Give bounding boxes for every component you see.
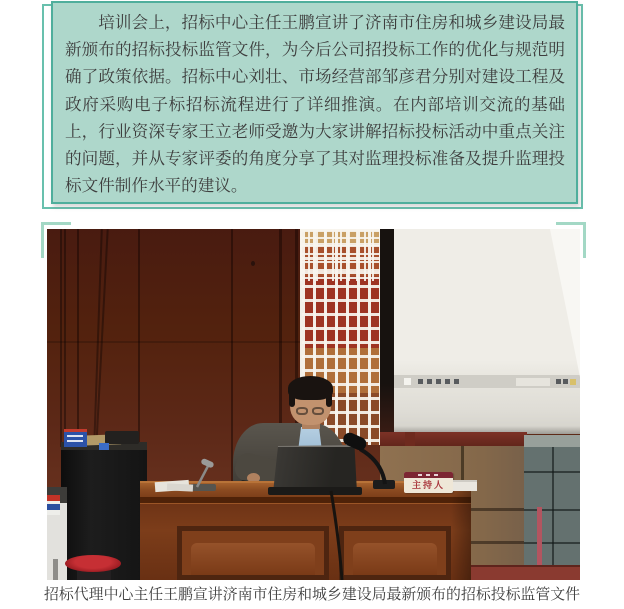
photo-pink-stripe	[537, 507, 542, 565]
photo-board-leg	[53, 559, 58, 580]
photo-projected-taskbar	[394, 375, 580, 388]
photo-wall-seam	[47, 341, 300, 343]
photo-laptop	[273, 445, 357, 493]
photo-gray-panel-trim	[524, 435, 580, 447]
photo-wall-dot	[251, 261, 255, 266]
taskbar-icon	[427, 379, 432, 384]
photo-name-plate	[404, 472, 453, 493]
taskbar-icon	[563, 379, 568, 384]
photo-devices	[105, 431, 139, 444]
photo-desk-shade	[451, 481, 471, 580]
photo-panel-seam	[552, 447, 554, 574]
photo-caption: 招标代理中心主任王鹏宣讲济南市住房和城乡建设局最新颁布的招标投标监管文件	[44, 587, 581, 603]
photo-cable	[64, 229, 66, 447]
photo-wall-seam	[231, 229, 233, 485]
photo-speaker-at-podium	[47, 229, 580, 580]
photo-desk-ledge	[140, 497, 471, 504]
summary-text-box	[51, 1, 578, 204]
photo-speaker-glasses	[312, 407, 324, 415]
taskbar-icon	[436, 379, 441, 384]
photo-speaker-hair	[326, 391, 332, 407]
photo-blue-sign	[64, 429, 87, 447]
photo-striped-sign	[47, 495, 60, 515]
taskbar-icon	[418, 379, 423, 384]
photo-laptop-base	[268, 487, 362, 495]
taskbar-icon	[454, 379, 459, 384]
photo-cable	[60, 229, 62, 447]
taskbar-window	[516, 378, 550, 386]
taskbar-icon	[445, 379, 450, 384]
photo-red-carpet	[471, 565, 580, 580]
photo-paper-stack	[453, 480, 477, 491]
photo-blue-item	[99, 443, 109, 450]
photo-desk-panel	[177, 526, 329, 580]
summary-paragraph: 培训会上，招标中心主任王鹏宣讲了济南市住房和城乡建设局最新颁布的招标投标监管文件，为今后公司招投标工作的优化与规范明确了政策依据。招标中心刘壮、市场经营部邹彦君分别对建设工程及政府采购电子标招标流程进行了详细推演。在内部培训交流的基础上，行业资深专家王立老师受邀为大家讲解招标投标活动中重点关注的问题，并从专家评委的角度分享了其对监理投标准备及提升监理投标文件制作水平的建议。	[65, 13, 565, 196]
photo-name-plate-band	[404, 472, 453, 478]
photo-projection-screen	[394, 229, 580, 434]
taskbar-icon	[570, 379, 576, 385]
photo-speaker-hair	[289, 391, 295, 407]
photo-red-stool	[65, 555, 121, 572]
photo-desk-panel	[339, 526, 451, 580]
photo-speaker-glasses	[296, 407, 308, 415]
taskbar-start-icon	[404, 378, 411, 385]
taskbar-icon	[556, 379, 561, 384]
photo-name-plate-text: 主持人	[411, 480, 445, 490]
photo-lattice-screen-top	[300, 229, 381, 281]
